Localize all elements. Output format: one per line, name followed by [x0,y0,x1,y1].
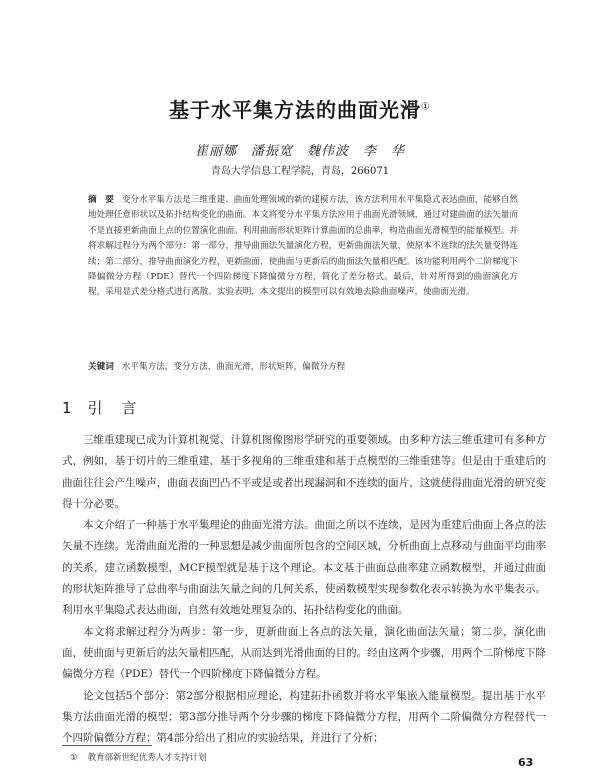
keywords [88,360,518,374]
abstract-label: 摘 要 [88,195,114,205]
footnote-divider [62,745,152,746]
abstract [88,193,518,301]
abstract-text: 变分水平集方法是三维重建、曲面处理领域的新的建模方法，该方法利用水平集隐式表达曲面，能够自然地处理任意形状以及拓扑结构变化的曲面。本文将变分水平集方法应用于曲面光滑领域，通过对建曲面的法矢量而不是直接更新曲面上点的位置演化曲面。利用曲面形状矩阵计算曲面的总曲率，构造曲面光滑模型的能量模型。并将求解过程分为两个部分：第一部分，推导曲面法矢量演化方程，更新曲面法矢量，使原本不连续的法矢量变得连续；第二部分，推导曲面演化方程，更新曲面，使曲面与更新后的曲面法矢量相匹配。该功能利用两个二阶梯度下降偏微分方程（PDE）替代一个四阶梯度下降偏微分方程，简化了差分格式。最后，针对所得到的曲面演化方程，采用显式差分格式进行离散。实验表明，本文提出的模型可以有效地去除曲面噪声，使曲面光滑。 [88,195,518,298]
paper-title [0,94,600,123]
section-number: 1 [62,399,74,417]
body-text [62,430,546,749]
keywords-text: 水平集方法，变分方法，曲面光滑，形状矩阵，偏微分方程 [121,362,346,372]
keywords-label: 关键词 [88,362,114,372]
paragraph: 本文将求解过程分为两步：第一步，更新曲面上各点的法矢量，演化曲面法矢量；第二步，演化曲面，使曲面与更新后的法矢量相匹配，从而达到光滑曲面的目的。经由这两个步骤，用两个二阶梯度下降偏微分方程（PDE）替代一个四阶梯度下降偏微分方程。 [62,625,546,681]
paragraph: 论文包括5个部分：第2部分根据相应理论，构建拓扑函数并将水平集嵌入能量模型。提出基于水平集方法曲面光滑的模型；第3部分推导两个分步骤的梯度下降偏微分方程，用两个二阶偏微分方程替代一个四阶偏微分方程；第4部分给出了相应的实验结果，并进行了分析； [62,689,546,745]
section-heading [62,397,139,418]
paragraph: 三维重建现已成为计算机视觉、计算机图像图形学研究的重要领域。由多种方法三维重建可有多种方式，例如，基于切片的三维重建、基于多视角的三维重建和基于点模型的三维重建等。但是由于重建后的曲面往往会产生噪声，曲面表面凹凸不平或是或者出现漏洞和不连续的面片，这就使得曲面光滑的研究变得十分必要。 [62,434,546,510]
author-list: 崔丽娜 潘振宽 魏伟波 李 华 [194,144,405,159]
title-footnote-marker: ① [421,101,431,113]
footnote-text: 教育部新世纪优秀人才支持计划 [87,753,207,763]
footnote-mark: ① [70,753,78,763]
title-text: 基于水平集方法的曲面光滑 [169,98,422,122]
paragraph: 本文介绍了一种基于水平集理论的曲面光滑方法。曲面之所以不连续，是因为重建后曲面上各点的法矢量不连续。光滑曲面光滑的一种思想是减少曲面所包含的空间区域，分析曲面上点移动与曲面平均曲率的关系，建立函数模型，MCF模型就是基于这个理论。本文基于曲面总曲率建立函数模型，并通过曲面的形状矩阵推导了总曲率与曲面法矢量之间的几何关系，使函数模型实现参数化表示转换为水平集表示。利用水平集隐式表达曲面，自然有效地处理复杂的、拓扑结构变化的曲面。 [62,519,546,617]
page-number: 63 [518,756,534,769]
footnote [70,751,207,763]
affiliation: 青岛大学信息工程学院，青岛，266071 [210,166,390,177]
section-title: 引 言 [87,399,139,417]
